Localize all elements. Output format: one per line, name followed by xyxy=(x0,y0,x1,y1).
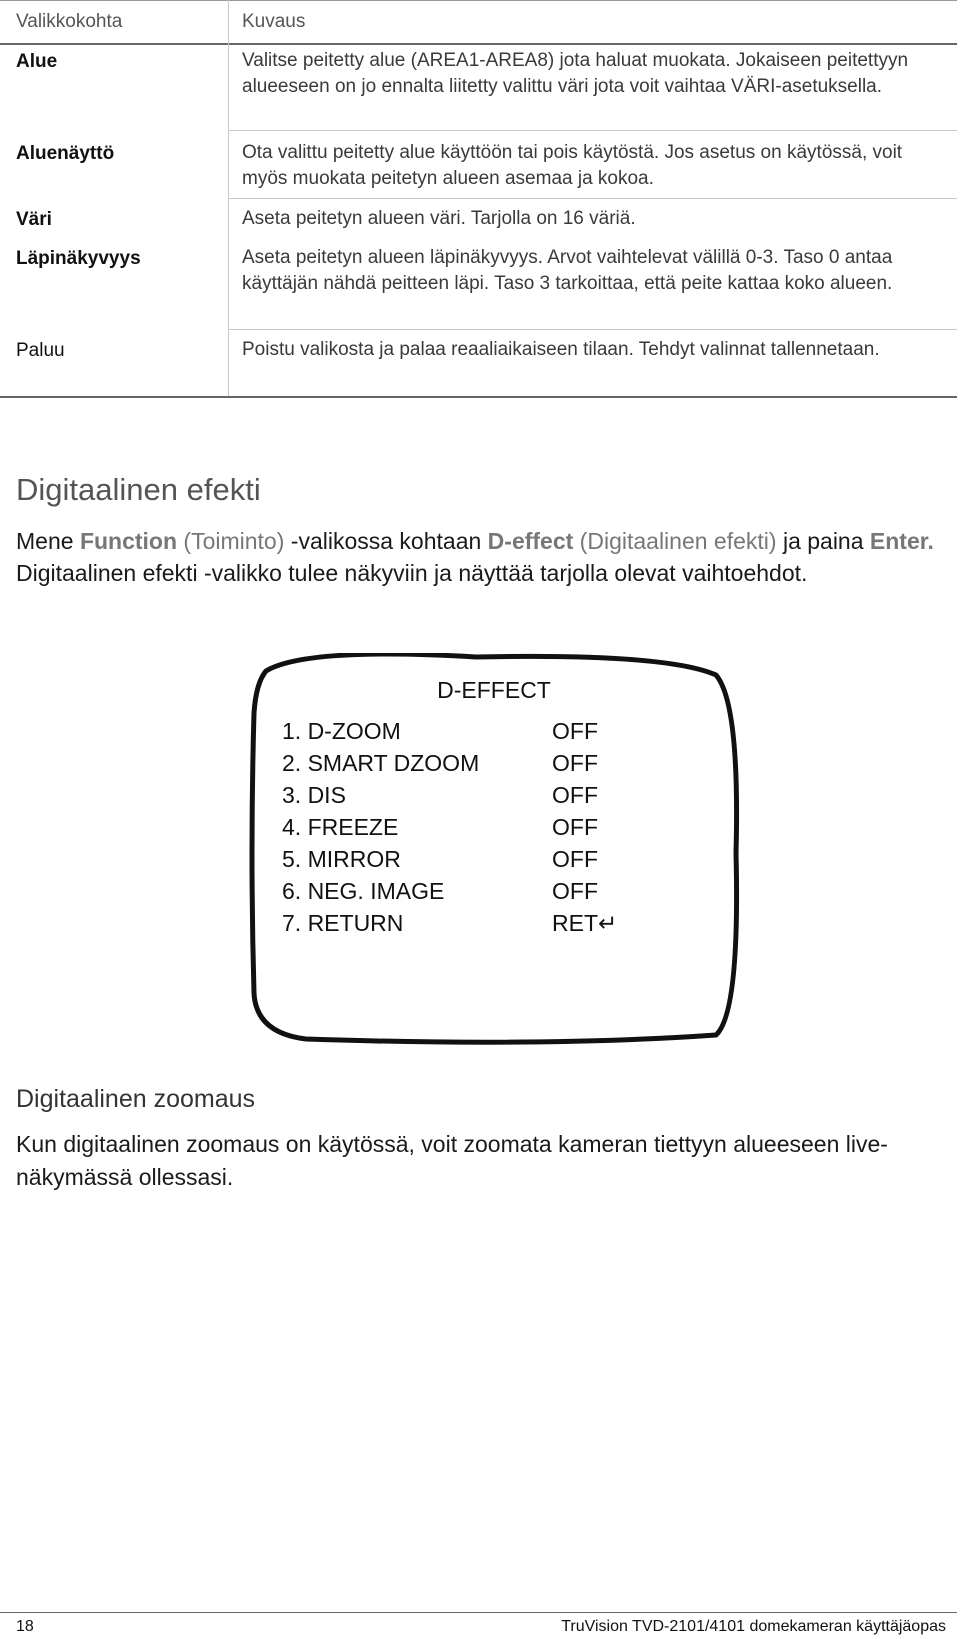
menu-title: D-EFFECT xyxy=(437,677,551,703)
intro-text: ja paina xyxy=(776,528,870,554)
d-effect-menu-screen xyxy=(246,653,742,1045)
menu-item xyxy=(282,782,722,814)
deffect-keyword: D-effect xyxy=(487,528,574,554)
menu-item xyxy=(282,846,722,878)
row-name: Aluenäyttö xyxy=(16,143,115,164)
page-number: 18 xyxy=(16,1618,34,1635)
footer-rule xyxy=(0,1612,957,1613)
subsection-body: Kun digitaalinen zoomaus on käytössä, voit zoomata kameran tiettyyn alueeseen live-näkymässä ollessasi. xyxy=(16,1131,888,1190)
menu-item-value: OFF xyxy=(552,782,598,808)
row-description: Ota valittu peitetty alue käyttöön tai pois käytöstä. Jos asetus on käytössä, voit myös muokata peitetyn alueen asemaa ja kokoa. xyxy=(242,142,903,189)
menu-item-value: OFF xyxy=(552,718,598,744)
intro-text: -valikossa kohtaan xyxy=(284,528,488,554)
section-intro xyxy=(16,525,941,589)
function-keyword: Function xyxy=(79,528,178,554)
row-name: Väri xyxy=(16,209,52,230)
menu-list xyxy=(282,718,722,942)
menu-item-label: 7. RETURN xyxy=(282,910,404,936)
table-bottom-border xyxy=(0,396,957,398)
menu-item-label: 3. DIS xyxy=(282,782,346,808)
menu-item-label: 4. FREEZE xyxy=(282,814,399,840)
menu-item xyxy=(282,718,722,750)
menu-item-label: 1. D-ZOOM xyxy=(282,718,401,744)
header-description: Kuvaus xyxy=(242,11,306,32)
row-description: Poistu valikosta ja palaa reaaliaikaiseen tilaan. Tehdyt valinnat tallennetaan. xyxy=(242,339,880,360)
column-divider xyxy=(228,0,229,398)
row-name: Läpinäkyvyys xyxy=(16,248,141,269)
document-title: TruVision TVD-2101/4101 domekameran käyttäjäopas xyxy=(561,1618,946,1635)
header-menu-item: Valikkokohta xyxy=(16,11,123,32)
menu-item-value: OFF xyxy=(552,814,598,840)
row-name: Alue xyxy=(16,51,58,72)
row-description: Aseta peitetyn alueen läpinäkyvyys. Arvot vaihtelevat välillä 0-3. Taso 0 antaa käyttäjän nähdä peitteen läpi. Taso 3 tarkoittaa, että peite kattaa koko alueen. xyxy=(242,247,893,294)
menu-item-label: 6. NEG. IMAGE xyxy=(282,878,445,904)
menu-item-value: OFF xyxy=(552,846,598,872)
intro-paren: (Digitaalinen efekti) xyxy=(573,528,777,554)
menu-item-label: 2. SMART DZOOM xyxy=(282,750,480,776)
menu-item xyxy=(282,750,722,782)
menu-item xyxy=(282,814,722,846)
menu-item-value: RET↵ xyxy=(552,910,618,936)
menu-item-label: 5. MIRROR xyxy=(282,846,401,872)
intro-paren: (Toiminto) xyxy=(177,528,285,554)
subsection-heading: Digitaalinen zoomaus xyxy=(16,1085,256,1113)
menu-item xyxy=(282,878,722,910)
row-divider xyxy=(228,198,957,199)
menu-item-value: OFF xyxy=(552,878,598,904)
menu-item-value: OFF xyxy=(552,750,598,776)
section-heading: Digitaalinen efekti xyxy=(16,472,261,507)
row-divider xyxy=(228,130,957,131)
row-description: Valitse peitetty alue (AREA1-AREA8) jota haluat muokata. Jokaiseen peitettyyn alueeseen on jo ennalta liitetty valittu väri jota voit vaihtaa VÄRI-asetuksella. xyxy=(242,50,909,97)
enter-keyword: Enter. xyxy=(869,528,934,554)
intro-text: Digitaalinen efekti -valikko tulee näkyviin ja näyttää tarjolla olevat vaihtoehdot. xyxy=(16,560,808,586)
row-divider xyxy=(228,329,957,330)
row-description: Aseta peitetyn alueen väri. Tarjolla on 16 väriä. xyxy=(242,208,636,229)
row-name: Paluu xyxy=(16,340,65,361)
table-header xyxy=(0,0,957,45)
menu-item xyxy=(282,910,722,942)
intro-text: Mene xyxy=(16,528,80,554)
